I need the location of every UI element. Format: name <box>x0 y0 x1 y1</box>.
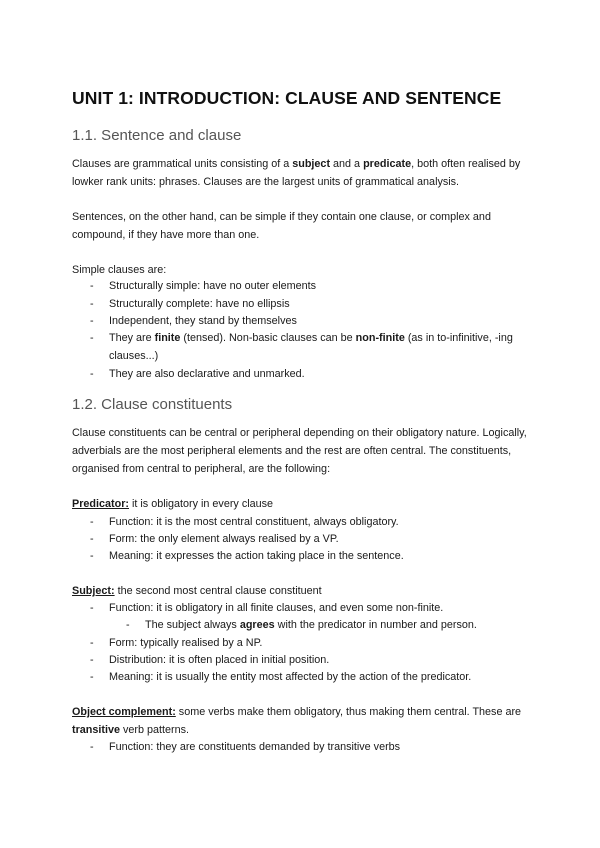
text-run: and a <box>330 158 364 170</box>
text-run: it is obligatory in every clause <box>129 498 274 510</box>
page-title: UNIT 1: INTRODUCTION: CLAUSE AND SENTENCE <box>72 88 502 108</box>
subject-definition <box>72 582 532 600</box>
dash-bullet: - <box>90 516 94 528</box>
list-item-text: Structurally complete: have no ellipsis <box>109 298 290 310</box>
list-item <box>90 312 530 330</box>
text-run: with the predicator in number and person. <box>274 619 477 631</box>
list-item <box>90 513 530 531</box>
dash-bullet: - <box>90 315 94 327</box>
bold-term-finite: finite <box>154 332 181 344</box>
bold-term-agrees: agrees <box>239 619 275 631</box>
bold-term-predicate: predicate <box>363 158 412 170</box>
dash-bullet: - <box>90 368 94 380</box>
bold-term-transitive: transitive <box>72 724 121 736</box>
dash-bullet: - <box>90 671 94 683</box>
section-heading-1: 1.1. Sentence and clause <box>72 127 242 144</box>
paragraph-constituents: Clause constituents can be central or peripheral depending on their obligatory nature. Logically, adverbials are the most peripheral elements and the rest are often central. The constituents, organised from central to peripheral, are the following: <box>72 427 527 475</box>
dash-bullet: - <box>90 332 94 344</box>
term-predicator: Predicator: <box>72 498 129 510</box>
list-item <box>90 277 530 295</box>
list-item-text: Structurally simple: have no outer elements <box>109 280 317 292</box>
bold-term-non-finite: non-finite <box>355 332 405 344</box>
paragraph-sentences: Sentences, on the other hand, can be simple if they contain one clause, or complex and compound, if they have more than one. <box>72 211 491 241</box>
list-item <box>90 634 530 652</box>
bold-term-subject: subject <box>292 158 331 170</box>
text-run: verb patterns. <box>120 724 190 736</box>
text-run: The subject always <box>145 619 240 631</box>
sub-list-item <box>126 616 546 634</box>
list-item <box>90 547 530 565</box>
list-item-text <box>126 616 546 634</box>
list-item-text: Meaning: it expresses the action taking place in the sentence. <box>109 550 404 562</box>
list-item <box>90 668 530 686</box>
list-item-text: Form: typically realised by a NP. <box>109 637 263 649</box>
list-item-text: Distribution: it is often placed in initial position. <box>109 654 330 666</box>
paragraph-clauses <box>72 155 532 191</box>
list-item <box>90 599 530 617</box>
list-item-text: Independent, they stand by themselves <box>109 315 297 327</box>
list-item-text <box>90 329 530 365</box>
list-item <box>90 651 530 669</box>
predicator-definition <box>72 495 532 513</box>
dash-bullet: - <box>90 654 94 666</box>
text-run: (as in to-infinitive, -ing clauses...) <box>109 332 513 362</box>
dash-bullet: - <box>90 298 94 310</box>
dash-bullet: - <box>90 533 94 545</box>
text-run: the second most central clause constituent <box>114 585 322 597</box>
text-run: , both often realised by lowker rank units: phrases. Clauses are the largest units of grammatical analysis. <box>72 158 521 188</box>
section-heading-2: 1.2. Clause constituents <box>72 396 233 413</box>
list-item-text: Function: it is the most central constituent, always obligatory. <box>109 516 399 528</box>
list-item <box>90 738 530 756</box>
list-item-text: Function: they are constituents demanded by transitive verbs <box>109 741 401 753</box>
list-item <box>90 329 530 365</box>
dash-bullet: - <box>90 741 94 753</box>
object-complement-definition <box>72 703 532 739</box>
dash-bullet: - <box>126 619 130 631</box>
text-run: Clauses are grammatical units consisting of a <box>72 158 293 170</box>
text-run: some verbs make them obligatory, thus making them central. These are <box>175 706 522 718</box>
list-item-text: Form: the only element always realised by a VP. <box>109 533 339 545</box>
list-item-text: Meaning: it is usually the entity most affected by the action of the predicator. <box>109 671 472 683</box>
list-item <box>90 365 530 383</box>
dash-bullet: - <box>90 637 94 649</box>
list-item <box>90 530 530 548</box>
text-run: They are <box>109 332 155 344</box>
list-item-text: Function: it is obligatory in all finite clauses, and even some non-finite. <box>109 602 444 614</box>
paragraph-simple-clauses: Simple clauses are: <box>72 264 167 276</box>
list-item <box>90 295 530 313</box>
dash-bullet: - <box>90 602 94 614</box>
text-run: (tensed). Non-basic clauses can be <box>180 332 356 344</box>
dash-bullet: - <box>90 550 94 562</box>
term-object-complement: Object complement: <box>72 706 176 718</box>
term-subject: Subject: <box>72 585 115 597</box>
list-item-text: They are also declarative and unmarked. <box>109 368 305 380</box>
dash-bullet: - <box>90 280 94 292</box>
